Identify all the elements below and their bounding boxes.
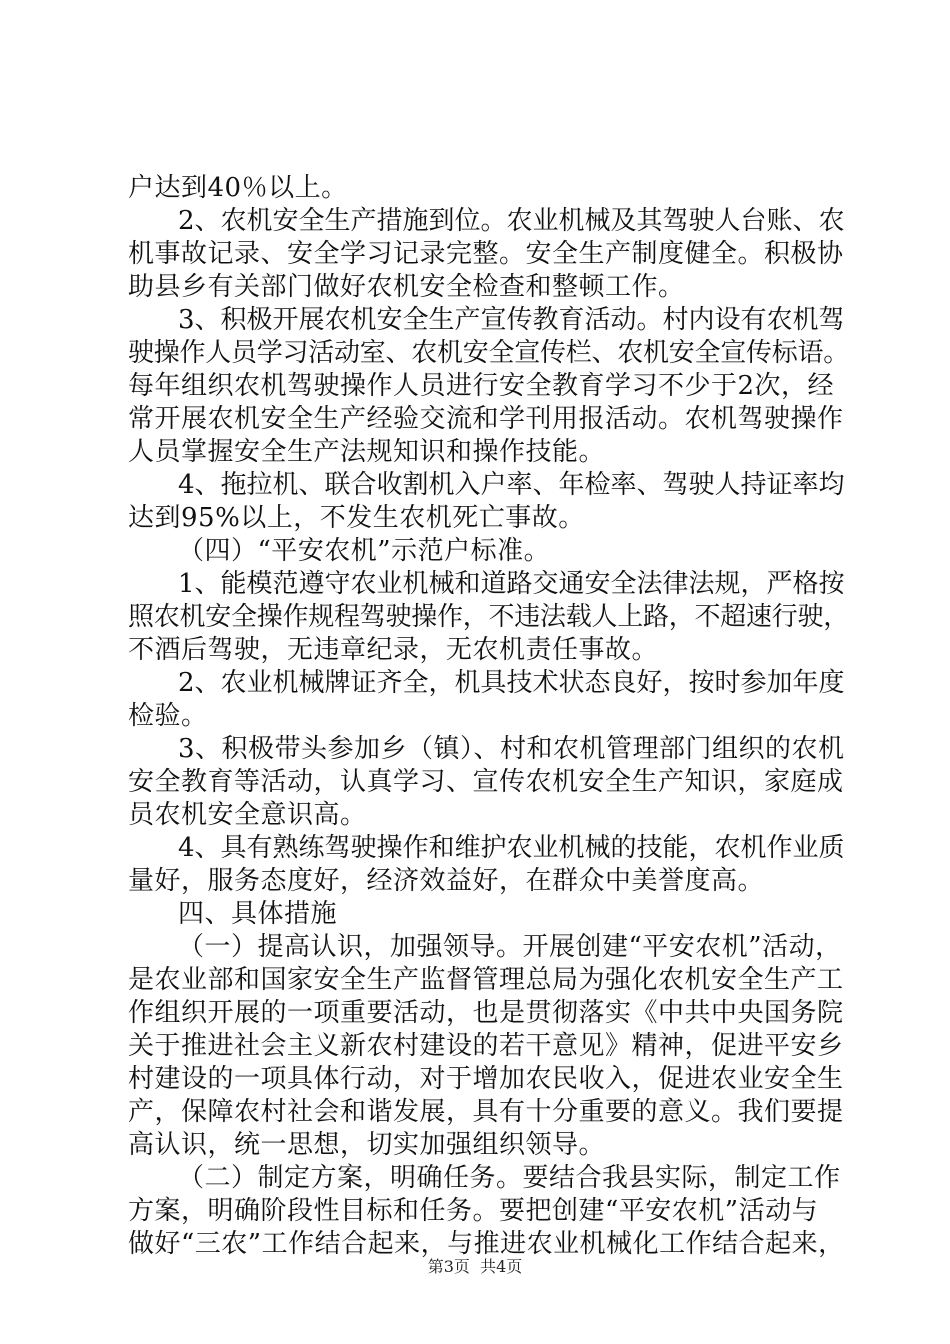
text-line: 高认识，统一思想，切实加强组织领导。 xyxy=(128,1130,606,1160)
text-line: 1、能模范遵守农业机械和道路交通安全法律法规，严格按 xyxy=(178,569,845,599)
text-line: （二）制定方案，明确任务。要结合我县实际，制定工作 xyxy=(178,1163,841,1193)
text-line: 量好，服务态度好，经济效益好，在群众中美誉度高。 xyxy=(128,866,765,896)
text-line: 方案，明确阶段性目标和任务。要把创建“平安农机”活动与 xyxy=(128,1196,819,1226)
text-line: 户达到40％以上。 xyxy=(128,173,348,203)
text-line: 助县乡有关部门做好农机安全检查和整顿工作。 xyxy=(128,272,685,302)
text-line: 不酒后驾驶，无违章纪录，无农机责任事故。 xyxy=(128,635,659,665)
text-line: 检验。 xyxy=(128,701,208,731)
text-line: 3、积极开展农机安全生产宣传教育活动。村内设有农机驾 xyxy=(178,305,845,335)
text-line: 关于推进社会主义新农村建设的若干意见》精神，促进平安乡 xyxy=(128,1031,844,1061)
text-line: 机事故记录、安全学习记录完整。安全生产制度健全。积极协 xyxy=(128,239,844,269)
text-line: （四）“平安农机”示范户标准。 xyxy=(178,536,551,566)
text-line: 每年组织农机驾驶操作人员进行安全教育学习不少于2次，经 xyxy=(128,371,835,401)
text-line: 3、积极带头参加乡（镇）、村和农机管理部门组织的农机 xyxy=(178,734,845,764)
text-line: 4、拖拉机、联合收割机入户率、年检率、驾驶人持证率均 xyxy=(178,470,845,500)
text-line: 4、具有熟练驾驶操作和维护农业机械的技能，农机作业质 xyxy=(178,833,845,863)
text-line: 人员掌握安全生产法规知识和操作技能。 xyxy=(128,437,606,467)
text-line: 常开展农机安全生产经验交流和学刊用报活动。农机驾驶操作 xyxy=(128,404,844,434)
text-line: 村建设的一项具体行动，对于增加农民收入，促进农业安全生 xyxy=(128,1064,844,1094)
text-line: 照农机安全操作规程驾驶操作，不违法载人上路，不超速行驶， xyxy=(128,602,850,632)
text-line: 驶操作人员学习活动室、农机安全宣传栏、农机安全宣传标语。 xyxy=(128,338,850,368)
section-heading: 四、具体措施 xyxy=(178,899,338,929)
text-line: 达到95%以上，不发生农机死亡事故。 xyxy=(128,503,585,533)
text-line: 做好“三农”工作结合起来，与推进农业机械化工作结合起来， xyxy=(128,1229,845,1259)
text-line: 安全教育等活动，认真学习、宣传农机安全生产知识，家庭成 xyxy=(128,767,844,797)
text-line: 2、农机安全生产措施到位。农业机械及其驾驶人台账、农 xyxy=(178,206,845,236)
text-line: 2、农业机械牌证齐全，机具技术状态良好，按时参加年度 xyxy=(178,668,845,698)
text-line: 是农业部和国家安全生产监督管理总局为强化农机安全生产工 xyxy=(128,965,844,995)
page-number-footer: 第3页 共4页 xyxy=(427,1257,523,1276)
text-line: 作组织开展的一项重要活动，也是贯彻落实《中共中央国务院 xyxy=(128,998,844,1028)
text-line: 产，保障农村社会和谐发展，具有十分重要的意义。我们要提 xyxy=(128,1097,844,1127)
text-line: （一）提高认识，加强领导。开展创建“平安农机”活动， xyxy=(178,932,842,962)
text-line: 员农机安全意识高。 xyxy=(128,800,367,830)
